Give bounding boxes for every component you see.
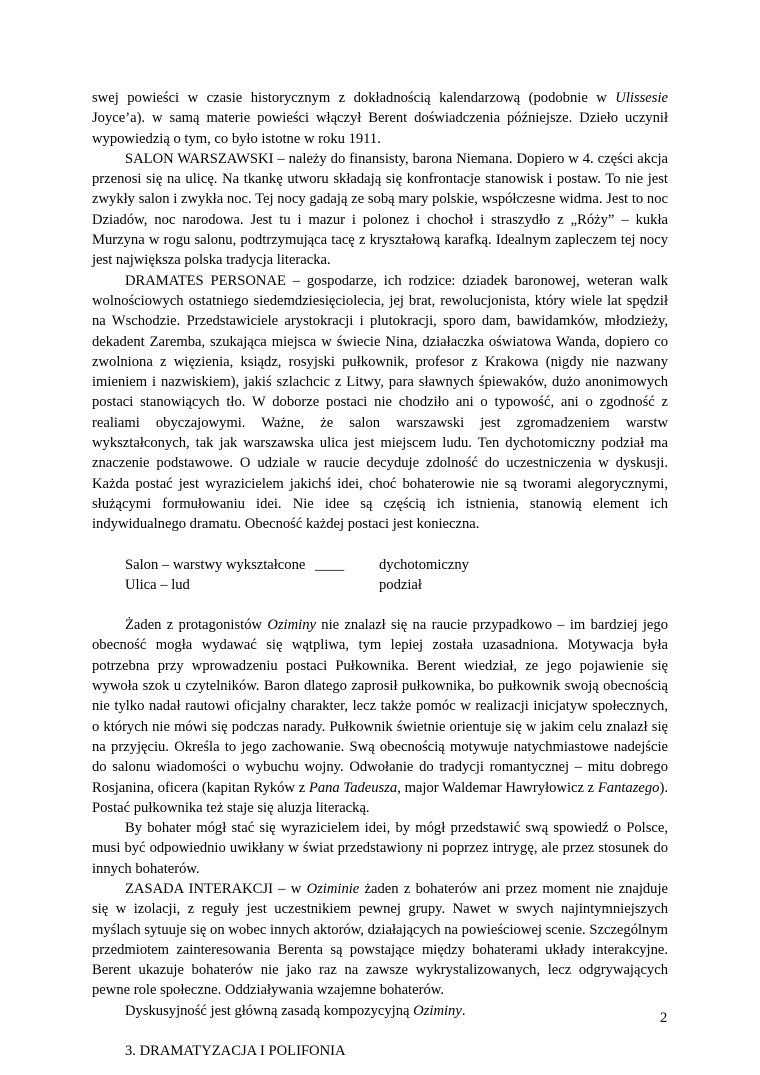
table-cell: podział [379,576,422,593]
paragraph-salon-warszawski: SALON WARSZAWSKI – należy do finansisty, barona Niemana. Dopiero w 4. części akcja przenosi się na ulicę. Na tkankę utworu składają się konfrontacje stanowisk i postaw. To nie jest zwykły salon i zwykła noc. Tej nocy gadają ze sobą mary polskie, współczesne widma. Jest to noc Dziadów, noc narodowa. Jest tu i mazur i polonez i chochoł i straszydło z „Róży” – kukła Murzyna w rogu salonu, podtrzymująca tacę z kryształową karafką. Idealnym zapleczem tej nocy jest największa polska tradycja literacka. [92,150,668,269]
document-page [92,88,668,1061]
table-cell: Ulica – lud [125,576,190,593]
paragraph-bohater: By bohater mógł stać się wyrazicielem idei, by mógł przedstawić swą spowiedź o Polsce, musi być odpowiednio uwikłany w świat przedstawiony ni poprzez intrygę, ale przez stosunek do innych bohaterów. [92,820,668,877]
page-number: 2 [660,1010,668,1026]
table-cell: Salon – warstwy wykształcone [125,556,306,573]
dichotomy-table [125,555,668,596]
table-cell: dychotomiczny [379,556,469,573]
section-heading: 3. DRAMATYZACJA I POLIFONIA [125,1043,346,1060]
paragraph-protagonisci: Żaden z protagonistów Oziminy nie znalazł się na raucie przypadkowo – im bardziej jego obecność mogła wydawać się wątpliwa, tym lepiej została uzasadniona. Motywacja była potrzebna przy wprowadzeniu postaci Pułkownika. Berent wiedział, ze jego pojawienie się wywoła szok u czytelników. Baron dlatego zaprosił pułkownika, bo pułkownik swoją obecnością nie tylko nadał rautowi oficjalny charakter, lecz także pomóc w realizacji inicjatyw społecznych, o których nie mówi się podczas narady. Pułkownik świetnie orientuje się w jakim celu znalazł się na przyjęciu. Określa to jego zachowanie. Swą obecnością motywuje natychmiastowe nadejście do salonu wiadomości o wybuchu wojny. Odwołanie do tradycji romantycznej – mitu dobrego Rosjanina, oficera (kapitan Ryków z Pana Tadeusza, major Waldemar Hawryłowicz z Fantazego). Postać pułkownika też staje się aluzja literacką. [92,617,669,816]
table-cell [315,575,379,595]
table-cell: ____ [315,556,345,573]
paragraph-zasada-interakcji: ZASADA INTERAKCJI – w Oziminie żaden z bohaterów ani przez moment nie znajduje się w izolacji, z reguły jest uczestnikiem pewnej grupy. Nawet w swych najintymniejszych myślach sytuuje się on wobec innych aktorów, działających na powieściowej scenie. Szczególnym przedmiotem zainteresowania Berenta są powstające między bohaterami układy interakcyjne. Berent ukazuje bohaterów nie jako raz na zawsze wykrystalizowanych, lecz odgrywających pewne role społeczne. Oddziaływania wzajemne bohaterów. [92,880,669,999]
paragraph-dyskusyjnosc: Dyskusyjność jest główną zasadą kompozycyjną Oziminy. [125,1002,466,1019]
paragraph-dramates-personae: DRAMATES PERSONAE – gospodarze, ich rodzice: dziadek baronowej, weteran walk wolnościowych ostatniego siedemdziesięciolecia, jej brat, rewolucjonista, który wiele lat spędził na Wschodzie. Przedstawiciele arystokracji i plutokracji, sporo dam, bawidamków, młodzieży, dekadent Zaremba, szukająca miejsca w świecie Nina, działaczka oświatowa Wanda, dopiero co zwolniona z więzienia, ksiądz, rosyjski pułkownik, profesor z Krakowa (nigdy nie nazwany imieniem i nazwiskiem), jakiś szlachcic z Litwy, para sławnych śpiewaków, dużo anonimowych postaci stanowiących tło. W doborze postaci nie chodziło ani o typowość, ani o zgodność z realiami obyczajowymi. Ważne, że salon warszawski jest zgromadzeniem warstw wykształconych, tak jak warszawska ulica jest miejscem ludu. Ten dychotomiczny podział ma znaczenie podstawowe. O udziale w raucie decyduje zdolność do uczestniczenia w dyskusji. Każda postać jest wyrazicielem jakichś idei, choć bohaterowie nie są tworami alegorycznymi, służącymi formułowaniu idei. Nie idee są częścią ich istnienia, stanowią element ich indywidualnego dramatu. Obecność każdej postaci jest konieczna. [92,272,668,533]
paragraph-continuation: swej powieści w czasie historycznym z dokładnością kalendarzową (podobnie w Ulissesie Joyce’a). w samą materie powieści włączył Berent doświadczenia późniejsze. Dzieło uczynił wypowiedzią o tym, co było istotne w roku 1911. [92,90,668,147]
